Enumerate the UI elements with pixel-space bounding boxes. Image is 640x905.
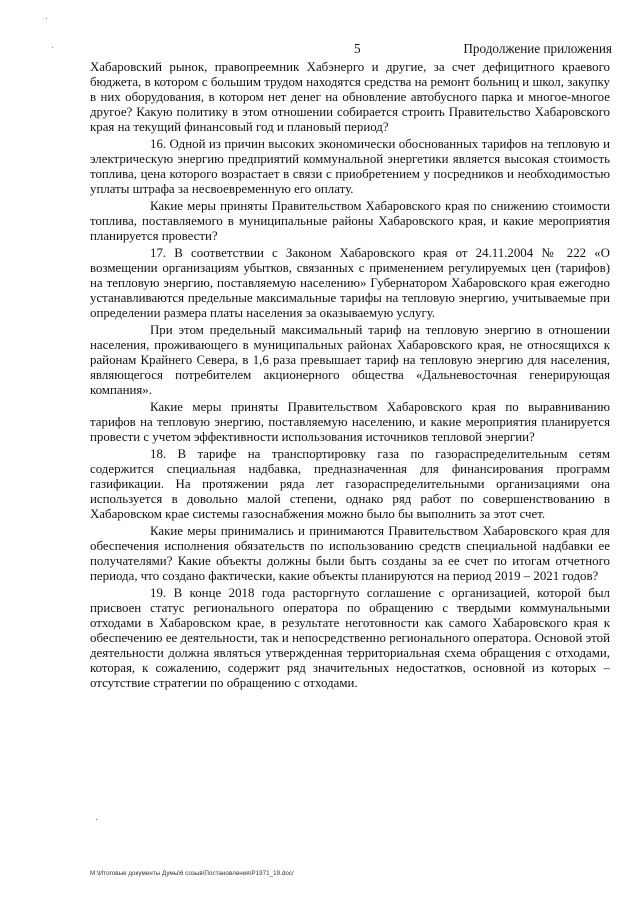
scan-speck: [46, 18, 47, 19]
page-number: 5: [354, 41, 361, 56]
scan-speck: [96, 819, 97, 820]
header-title: Продолжение приложения: [463, 41, 612, 56]
paragraph-question-16: Какие меры приняты Правительством Хабаровского края по снижению стоимости топлива, поставляемого в муниципальные районы Хабаровского края, и какие мероприятия планируется провести?: [90, 199, 610, 243]
paragraph-item-16: 16. Одной из причин высоких экономически обоснованных тарифов на тепловую и электрическую энергию предприятий коммунальной энергетики является высокая стоимость топлива, цена которого возрастает в связи с приобретением у посредников и необходимостью уплаты штрафа за несвоевременную его оплату.: [90, 137, 610, 196]
page-header: [0, 41, 640, 57]
paragraph-item-17: 17. В соответствии с Законом Хабаровского края от 24.11.2004 № 222 «О возмещении организациям убытков, связанных с применением регулируемых цен (тарифов) на тепловую энергию, поставляемую населению» Губернатором Хабаровского края ежегодно устанавливаются предельные максимальные тарифы на тепловую энергию, учитываемые при определении размера платы населения за оказываемую услугу.: [90, 246, 610, 320]
footer-file-path: М:\Итоговые документы Думы\6 созыв\Постановления\P1971_19.doc/: [90, 870, 294, 877]
paragraph-continuation: Хабаровский рынок, правопреемник Хабэнерго и другие, за счет дефицитного краевого бюджета, в котором с большим трудом находятся средства на ремонт больниц и школ, закупку в них оборудования, в котором нет денег на обновление автобусного парка и многое-многое другое? Какую политику в этом отношении собирается строить Правительство Хабаровского края на текущий финансовый год и плановый период?: [90, 60, 610, 134]
document-body: [90, 60, 610, 691]
paragraph-question-18: Какие меры принимались и принимаются Правительством Хабаровского края для обеспечения исполнения обязательств по использованию средств специальной надбавки ее получателями? Какие объекты должны были быть созданы за ее счет по итогам отчетного периода, что создано фактически, какие объекты планируются на период 2019 – 2021 годов?: [90, 524, 610, 583]
paragraph-item-17-detail: При этом предельный максимальный тариф на тепловую энергию в отношении населения, проживающего в муниципальных районах Хабаровского края, не относящихся к районам Крайнего Севера, в 1,6 раза превышает тариф на тепловую энергию для населения, являющегося потребителем акционерного общества «Дальневосточная генерирующая компания».: [90, 323, 610, 397]
scan-speck: [52, 47, 53, 48]
paragraph-item-19: 19. В конце 2018 года расторгнуто соглашение с организацией, которой был присвоен статус регионального оператора по обращению с твердыми коммунальными отходами в Хабаровском крае, в результате неготовности как самого Хабаровского края к обеспечению ее деятельности, так и непосредственно регионального оператора. Основой этой деятельности должна являться утвержденная территориальная схема обращения с отходами, которая, к сожалению, содержит ряд значительных недостатков, основной из которых – отсутствие стратегии по обращению с отходами.: [90, 586, 610, 690]
paragraph-question-17: Какие меры приняты Правительством Хабаровского края по выравниванию тарифов на тепловую энергию, поставляемую населению, и какие мероприятия планируется провести с учетом эффективности использования источников тепловой энергии?: [90, 400, 610, 444]
paragraph-item-18: 18. В тарифе на транспортировку газа по газораспределительным сетям содержится специальная надбавка, предназначенная для финансирования программ газификации. На протяжении ряда лет газораспределительными организациями она используется в довольно малой степени, однако ряд работ по совершенствованию в Хабаровском крае системы газоснабжения можно было бы выполнить за этот счет.: [90, 447, 610, 521]
